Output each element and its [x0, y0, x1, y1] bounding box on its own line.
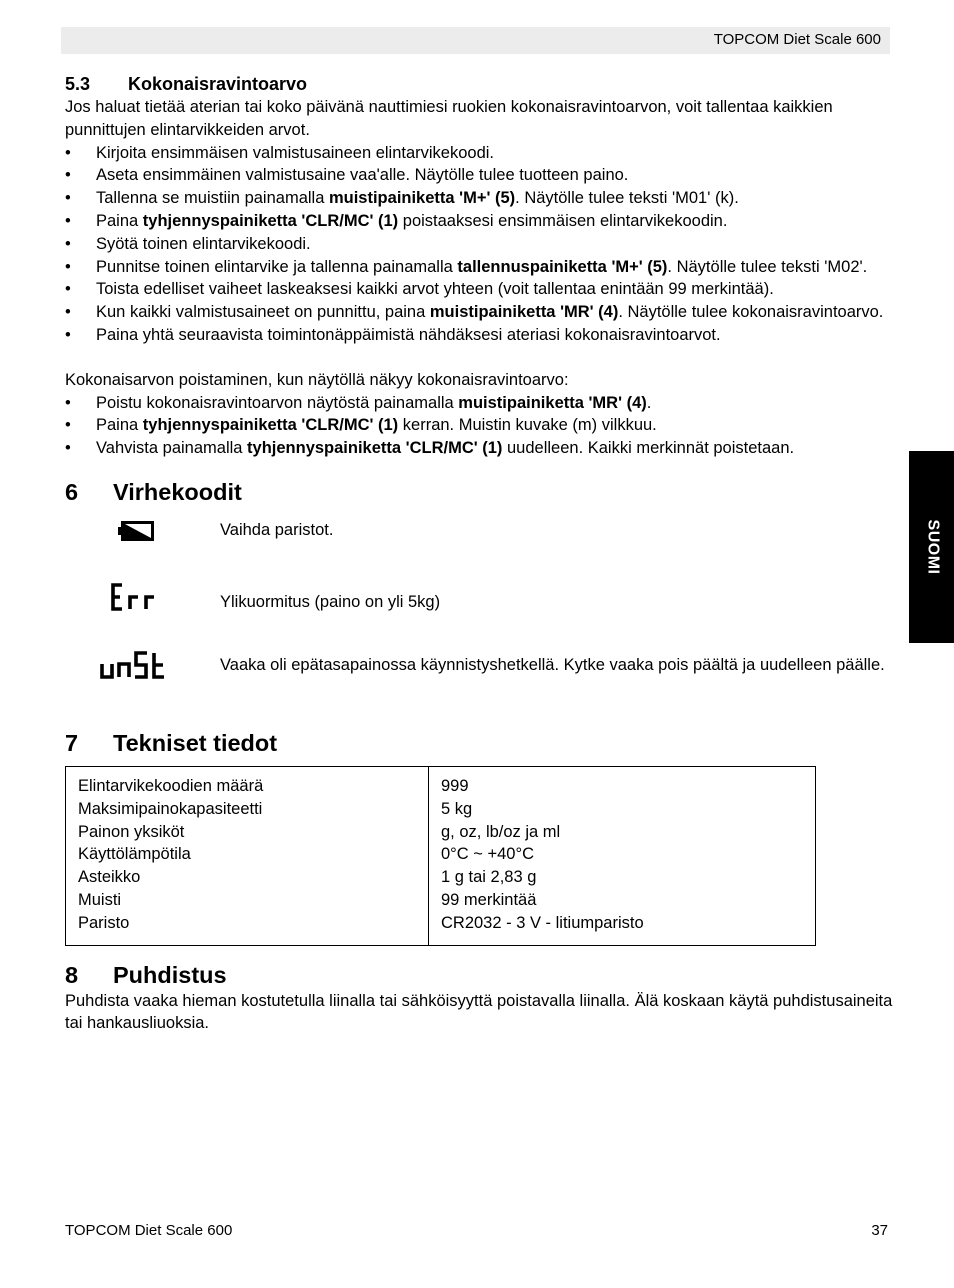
error-row-err — [65, 582, 893, 650]
error-row-unst — [65, 650, 893, 708]
section-title: Puhdistus — [113, 961, 227, 988]
section-5-3-heading — [65, 72, 893, 96]
list-item: • Paina tyhjennyspainiketta 'CLR/MC' (1) kerran. Muistin kuvake (m) vilkkuu. — [65, 414, 893, 437]
delete-steps-list — [65, 392, 893, 460]
language-tab — [909, 451, 954, 643]
section-number: 5.3 — [65, 74, 91, 94]
spec-label: Painon yksiköt — [78, 822, 185, 841]
error-description: Ylikuormitus (paino on yli 5kg) — [220, 592, 441, 611]
list-item: • Syötä toinen elintarvikekoodi. — [65, 233, 893, 256]
spec-value: 0°C ~ +40°C — [441, 845, 534, 864]
language-tab-label: SUOMI — [923, 519, 941, 575]
section-5-3-intro: Jos haluat tietää aterian tai koko päivänä nauttimiesi ruokien kokonaisravintoarvon, voit tallentaa kaikkien punnittujen elintarvikkeiden arvot. — [65, 98, 833, 139]
list-item: • Poistu kokonaisravintoarvon näytöstä painamalla muistipainiketta 'MR' (4). — [65, 392, 893, 415]
section-number: 6 — [65, 478, 79, 505]
header-title: TOPCOM Diet Scale 600 — [713, 31, 881, 48]
spec-label: Muisti — [78, 890, 122, 909]
section-number: 7 — [65, 729, 79, 756]
delete-intro: Kokonaisarvon poistaminen, kun näytöllä näkyy kokonaisravintoarvo: — [65, 370, 569, 389]
spec-label: Asteikko — [78, 868, 141, 887]
section-number: 8 — [65, 961, 79, 988]
list-item: • Kun kaikki valmistusaineet on punnittu, paina muistipainiketta 'MR' (4). Näytölle tulee kokonaisravintoarvo. — [65, 301, 893, 324]
spec-label: Elintarvikekoodien määrä — [78, 776, 264, 795]
section-6-heading — [65, 477, 893, 507]
table-row — [66, 766, 816, 945]
list-item: • Toista edelliset vaiheet laskeaksesi kaikki arvot yhteen (voit tallentaa enintään 99 merkintää). — [65, 278, 893, 301]
section-title: Kokonaisravintoarvo — [128, 74, 308, 94]
section-8-heading — [65, 960, 893, 990]
spec-values-cell — [429, 766, 816, 945]
page-number: 37 — [871, 1222, 888, 1239]
footer-product: TOPCOM Diet Scale 600 — [65, 1222, 233, 1239]
steps-list — [65, 142, 893, 347]
list-item: • Kirjoita ensimmäisen valmistusaineen elintarvikekoodi. — [65, 142, 893, 165]
list-item: • Paina tyhjennyspainiketta 'CLR/MC' (1) poistaaksesi ensimmäisen elintarvikekoodin. — [65, 210, 893, 233]
unst-display-icon — [99, 650, 171, 680]
error-row-battery — [65, 518, 893, 582]
low-battery-icon — [118, 521, 154, 541]
error-description: Vaihda paristot. — [220, 520, 334, 539]
spec-labels-cell — [66, 766, 429, 945]
section-8-text: Puhdista vaaka hieman kostutetulla liinalla tai sähköisyyttä poistavalla liinalla. Älä koskaan käytä puhdistusaineita tai hankausliuoksia. — [65, 991, 893, 1033]
spec-value: 999 — [441, 776, 469, 795]
err-display-icon — [110, 582, 160, 612]
list-item: • Punnitse toinen elintarvike ja tallenna painamalla tallennuspainiketta 'M+' (5). Näytölle tulee teksti 'M02'. — [65, 256, 893, 279]
section-title: Tekniset tiedot — [113, 729, 278, 756]
list-item: • Aseta ensimmäinen valmistusaine vaa'alle. Näytölle tulee tuotteen paino. — [65, 164, 893, 187]
error-description: Vaaka oli epätasapainossa käynnistyshetkellä. Kytke vaaka pois päältä ja uudelleen päälle. — [220, 655, 885, 674]
spec-value: 99 merkintää — [441, 890, 537, 909]
spec-value: 1 g tai 2,83 g — [441, 868, 537, 887]
list-item: • Paina yhtä seuraavista toimintonäppäimistä nähdäksesi ateriasi kokonaisravintoarvot. — [65, 324, 893, 347]
list-item: • Tallenna se muistiin painamalla muistipainiketta 'M+' (5). Näytölle tulee teksti 'M01' (k). — [65, 187, 893, 210]
list-item: • Vahvista painamalla tyhjennyspainiketta 'CLR/MC' (1) uudelleen. Kaikki merkinnät poistetaan. — [65, 437, 893, 460]
page-content — [65, 72, 893, 1035]
spec-value: CR2032 - 3 V - litiumparisto — [441, 913, 644, 932]
specifications-table — [65, 766, 816, 946]
spec-label: Paristo — [78, 913, 130, 932]
page-header — [61, 27, 890, 54]
section-7-heading — [65, 728, 893, 758]
spec-label: Maksimipainokapasiteetti — [78, 799, 263, 818]
spec-label: Käyttölämpötila — [78, 845, 191, 864]
spec-value: g, oz, lb/oz ja ml — [441, 822, 561, 841]
section-title: Virhekoodit — [113, 478, 242, 505]
spec-value: 5 kg — [441, 799, 473, 818]
